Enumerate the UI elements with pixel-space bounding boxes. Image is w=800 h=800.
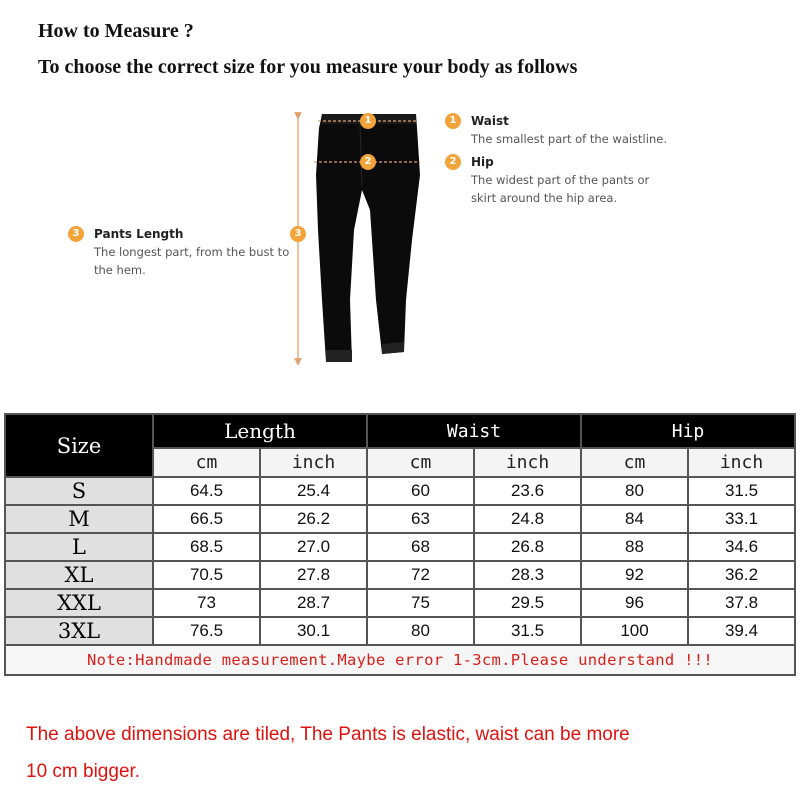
elasticity-note [26, 716, 746, 790]
hip-cm-header: cm [582, 449, 687, 476]
length-inch-header: inch [261, 449, 366, 476]
waist-cm-value: 63 [368, 506, 473, 532]
length-group-header: Length [154, 415, 366, 447]
hip-cm-value: 96 [582, 590, 687, 616]
hip-inch-value: 31.5 [689, 478, 794, 504]
hip-cm-value: 92 [582, 562, 687, 588]
waist-inch-value: 29.5 [475, 590, 580, 616]
elasticity-note-line2: 10 cm bigger. [26, 761, 141, 782]
hip-cm-value: 100 [582, 618, 687, 644]
size-column-header: Size [6, 415, 152, 476]
page-title: How to Measure ? [38, 20, 194, 42]
waist-cm-header: cm [368, 449, 473, 476]
length-cm-value: 76.5 [154, 618, 259, 644]
legend-waist-title: Waist [471, 114, 509, 128]
size-label: L [6, 534, 152, 560]
measurement-note: Note:Handmade measurement.Maybe error 1-3cm.Please understand !!! [6, 646, 794, 674]
hip-marker-badge: 2 [360, 154, 376, 170]
length-inch-value: 26.2 [261, 506, 366, 532]
length-inch-value: 27.8 [261, 562, 366, 588]
table-row [6, 506, 794, 532]
length-cm-header: cm [154, 449, 259, 476]
legend-length-badge: 3 [68, 226, 84, 242]
hip-inch-value: 34.6 [689, 534, 794, 560]
hip-cm-value: 88 [582, 534, 687, 560]
table-row [6, 590, 794, 616]
length-cm-value: 66.5 [154, 506, 259, 532]
length-cm-value: 73 [154, 590, 259, 616]
waist-inch-value: 26.8 [475, 534, 580, 560]
table-row [6, 478, 794, 504]
length-inch-value: 27.0 [261, 534, 366, 560]
hip-inch-value: 39.4 [689, 618, 794, 644]
legend-hip-badge: 2 [445, 154, 461, 170]
table-header-row [6, 415, 794, 447]
length-cm-value: 64.5 [154, 478, 259, 504]
hip-inch-value: 36.2 [689, 562, 794, 588]
pants-image [316, 114, 420, 362]
legend-hip-title: Hip [471, 155, 494, 169]
legend-waist-desc: The smallest part of the waistline. [471, 132, 667, 146]
table-note-row [6, 646, 794, 674]
legend-length-desc-line1: The longest part, from the bust to [94, 245, 290, 259]
table-row [6, 618, 794, 644]
waist-cm-value: 80 [368, 618, 473, 644]
waist-cm-value: 72 [368, 562, 473, 588]
legend-waist-badge: 1 [445, 113, 461, 129]
size-label: XXL [6, 590, 152, 616]
length-cm-value: 68.5 [154, 534, 259, 560]
waist-inch-value: 24.8 [475, 506, 580, 532]
waist-group-header: Waist [368, 415, 580, 447]
waist-inch-header: inch [475, 449, 580, 476]
elasticity-note-line1: The above dimensions are tiled, The Pants is elastic, waist can be more [26, 724, 630, 745]
hip-cm-value: 80 [582, 478, 687, 504]
hip-inch-value: 37.8 [689, 590, 794, 616]
hip-inch-value: 33.1 [689, 506, 794, 532]
size-label: XL [6, 562, 152, 588]
length-cm-value: 70.5 [154, 562, 259, 588]
waist-marker-badge: 1 [360, 113, 376, 129]
waist-cm-value: 60 [368, 478, 473, 504]
waist-cm-value: 68 [368, 534, 473, 560]
size-label: M [6, 506, 152, 532]
length-inch-value: 30.1 [261, 618, 366, 644]
size-label: S [6, 478, 152, 504]
length-inch-value: 25.4 [261, 478, 366, 504]
page-subtitle: To choose the correct size for you measure your body as follows [38, 56, 578, 78]
waist-inch-value: 28.3 [475, 562, 580, 588]
table-row [6, 534, 794, 560]
legend-length-desc-line2: the hem. [94, 263, 146, 277]
legend-length-title: Pants Length [94, 227, 184, 241]
waist-inch-value: 23.6 [475, 478, 580, 504]
hip-inch-header: inch [689, 449, 794, 476]
legend-hip-desc-line1: The widest part of the pants or [471, 173, 650, 187]
waist-inch-value: 31.5 [475, 618, 580, 644]
hip-cm-value: 84 [582, 506, 687, 532]
length-inch-value: 28.7 [261, 590, 366, 616]
waist-cm-value: 75 [368, 590, 473, 616]
hip-group-header: Hip [582, 415, 794, 447]
length-marker-badge: 3 [290, 226, 306, 242]
table-row [6, 562, 794, 588]
size-label: 3XL [6, 618, 152, 644]
size-chart-table [4, 413, 796, 676]
legend-hip-desc-line2: skirt around the hip area. [471, 191, 618, 205]
